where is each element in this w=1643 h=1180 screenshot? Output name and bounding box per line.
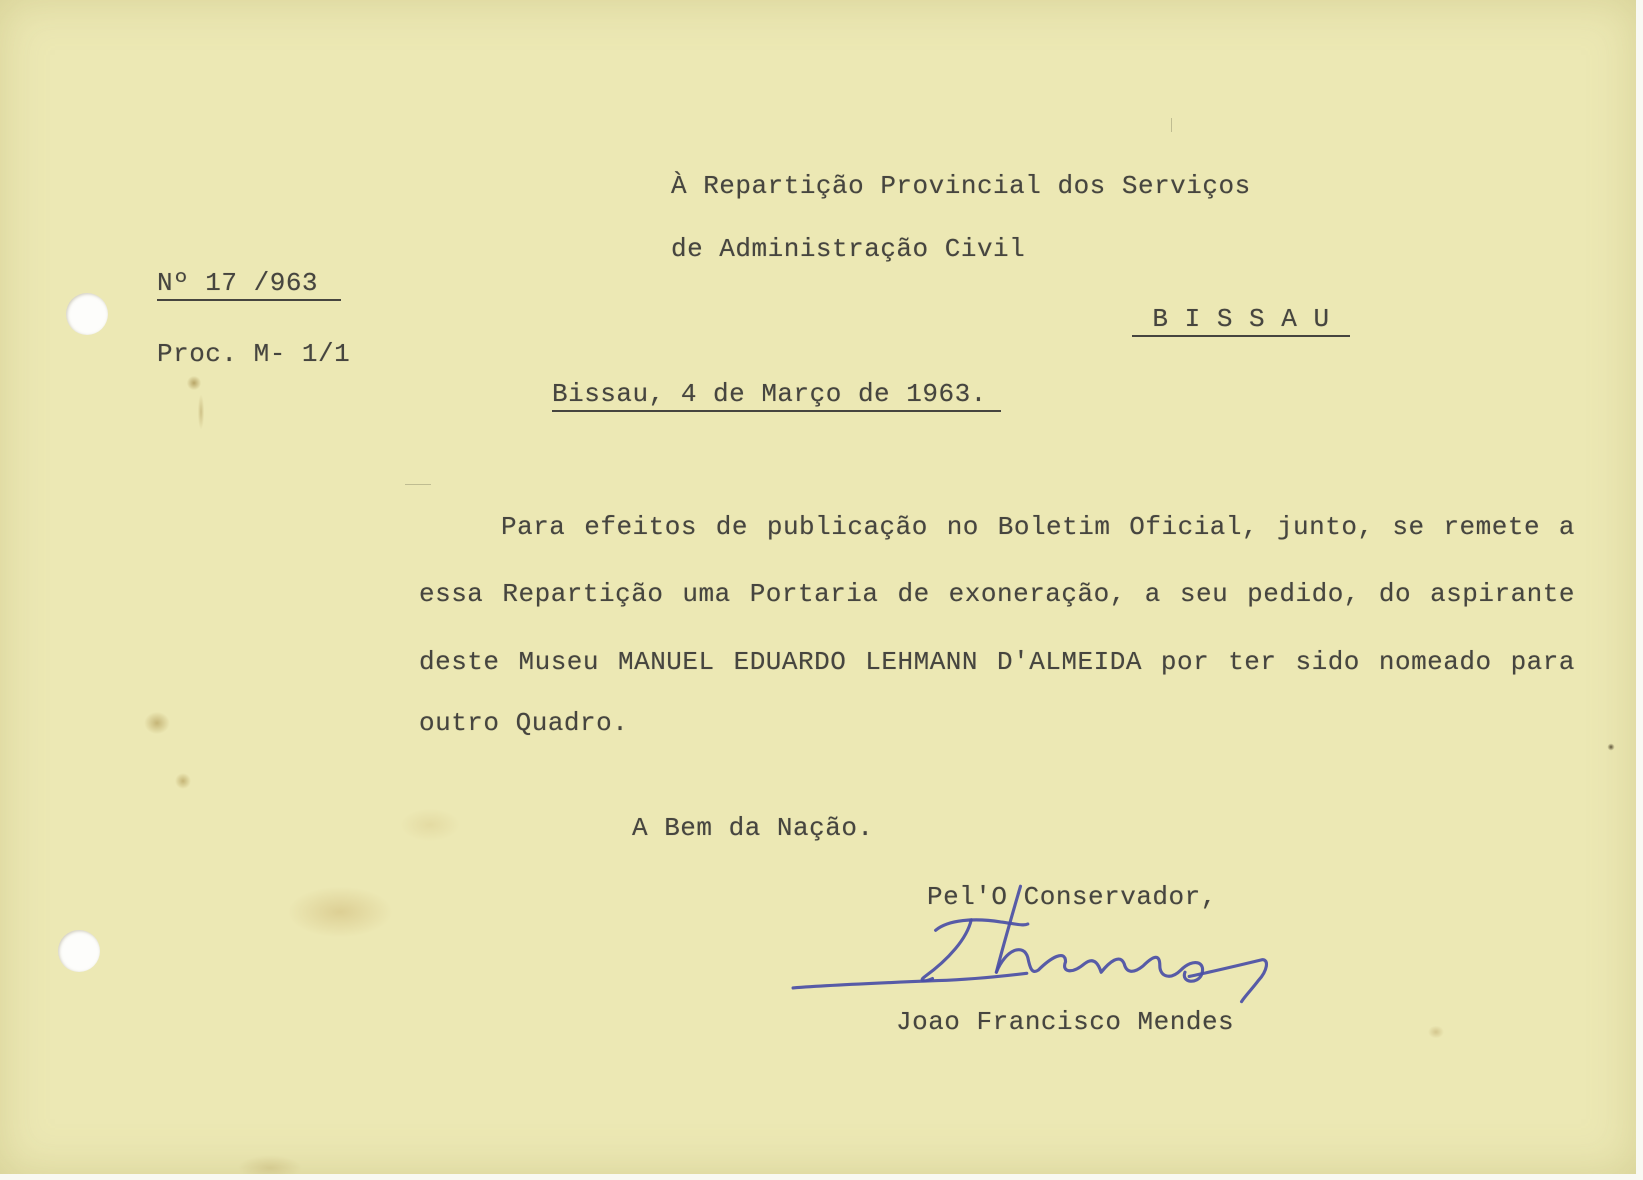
body-line-4: outro Quadro. [419,708,629,738]
addressee-city: B I S S A U [1132,304,1350,337]
body-line-1: Para efeitos de publicação no Boletim Oficial, junto, se remete a [501,512,1575,542]
punch-hole-top [66,293,108,335]
handwritten-signature [791,880,1273,1011]
body-line-3: deste Museu MANUEL EDUARDO LEHMANN D'ALMEIDA por ter sido nomeado para [419,647,1575,677]
punch-hole-bottom [58,930,100,972]
signatory-name: Joao Francisco Mendes [896,1007,1235,1037]
signature-stroke [922,920,971,981]
closing-salutation: A Bem da Nação. [632,813,874,843]
signature-stroke [996,950,1202,982]
date-line: Bissau, 4 de Março de 1963. [552,379,1001,412]
paper-mark [405,484,431,485]
addressee-line-1: À Repartição Provincial dos Serviços [671,171,1251,201]
reference-number: Nº 17 /963 [157,268,341,301]
signature-stroke [793,973,1027,988]
paper-mark [1171,118,1172,132]
addressee-line-2: de Administração Civil [671,234,1026,264]
body-line-2: essa Repartição uma Portaria de exoneração, a seu pedido, do aspirante [419,579,1575,609]
signatory-role: Pel'O Conservador, [927,882,1217,912]
signature-stroke [996,886,1020,972]
signature-stroke [936,920,1028,930]
process-reference: Proc. M- 1/1 [157,339,351,369]
